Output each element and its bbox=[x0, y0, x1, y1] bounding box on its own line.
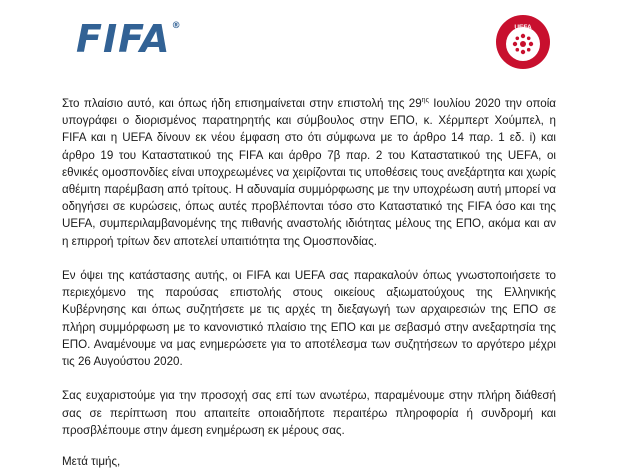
letter-body bbox=[62, 95, 556, 456]
paragraph-3: Σας ευχαριστούμε για την προσοχή σας επί των ανωτέρω, παραμένουμε στην πλήρη διάθεσή σας σε περίπτωση που απαιτείτε οποιαδήποτε περαιτέρω πληροφορία ή συνδρομή και προσβλέπουμε στην άμεση ενημέρωση εκ μέρους σας. bbox=[62, 389, 556, 437]
uefa-logo-icon bbox=[495, 14, 551, 70]
paragraph-2: Εν όψει της κατάστασης αυτής, οι FIFA και UEFA σας παρακαλούν όπως γνωστοποιήσετε το περιεχόμενο της παρούσας επιστολής στους οικείους αξιωματούχους της Ελληνικής Κυβέρνησης και όπως συζητήσετε με τις αρχές τη διεξαγωγή των αρχαιρεσιών της ΕΠΟ σε πλήρη συμμόρφωση με το κανονιστικό πλαίσιο της ΕΠΟ και με σεβασμό στην ανεξαρτησία της ΕΠΟ. Αναμένουμε να μας ενημερώσετε για το αποτέλεσμα των συζητήσεων το αργότερο μέχρι τις 26 Αυγούστου 2020. bbox=[62, 269, 556, 369]
ordinal-suffix: ης bbox=[421, 97, 429, 105]
fifa-logo-text: FIFA bbox=[76, 17, 171, 61]
paragraph-1-rest: Ιουλίου 2020 την οποία υπογράφει ο διορισμένος παρατηρητής και σύμβουλος στην ΕΠΟ, κ. Χέρμπερτ Χούμπελ, η FIFA και η UEFA δίνουν εκ νέου έμφαση στο ότι σύμφωνα με το άρθρο 14 παρ. 1 εδ. i) και άρθρο 19 του Καταστατικού της FIFA και άρθρο 7β παρ. 2 του Καταστατικού της UEFA, οι εθνικές ομοσπονδίες είναι υποχρεωμένες να χειρίζονται τις υποθέσεις τους ανεξάρτητα και χωρίς αθέμιτη παρέμβαση από τρίτους. Η αδυναμία συμμόρφωσης με την υποχρέωση αυτή μπορεί να οδηγήσει σε κυρώσεις, όπως αυτές προβλέπονται τόσο στο Καταστατικό της FIFA όσο και της UEFA, συμπεριλαμβανομένης της πιθανής αναστολής ιδιότητας μέλους της ΕΠΟ, ακόμα και αν η επιρροή τρίτων δεν αποτελεί υπαιτιότητα της Ομοσπονδίας. bbox=[62, 97, 556, 248]
paragraph-1-start: Στο πλαίσιο αυτό, και όπως ήδη επισημαίνεται στην επιστολή της 29 bbox=[62, 97, 422, 110]
registered-mark: ® bbox=[171, 21, 182, 31]
closing-salutation: Μετά τιμής, bbox=[62, 455, 121, 468]
paragraph-1 bbox=[62, 95, 556, 250]
uefa-logo-text: UEFA bbox=[514, 24, 532, 31]
fifa-logo bbox=[76, 17, 182, 61]
